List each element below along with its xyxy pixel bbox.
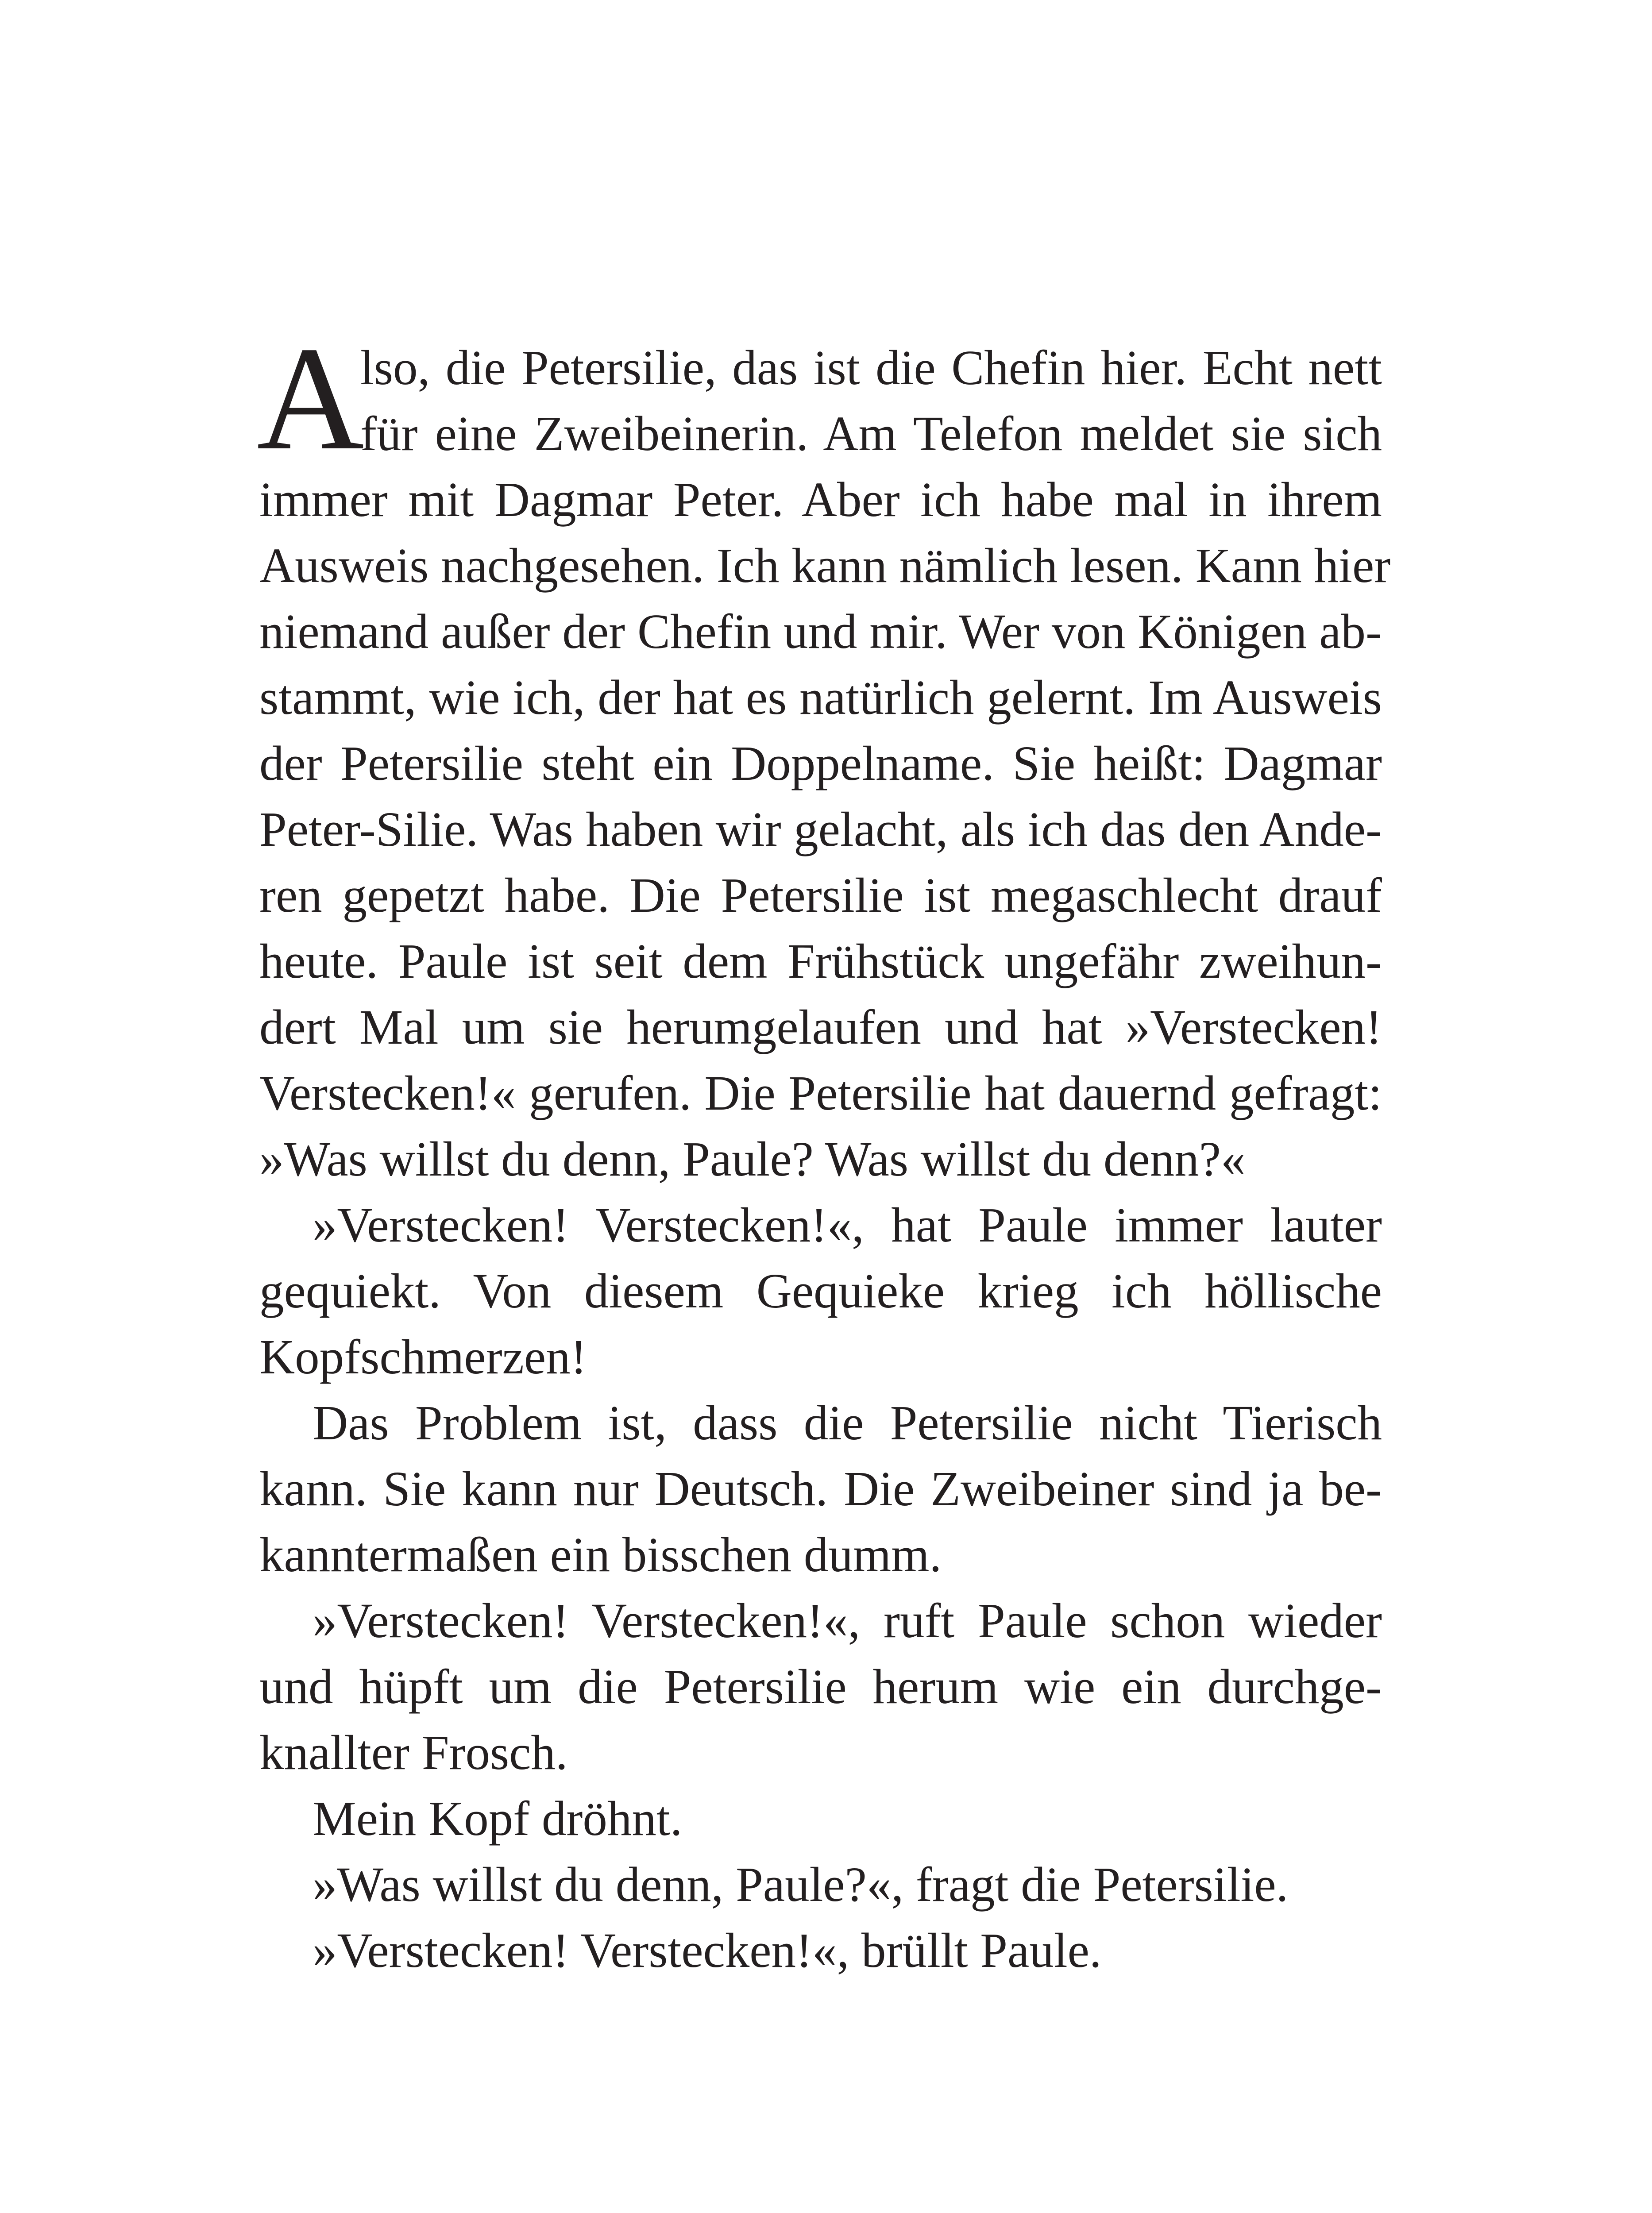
text-line: Ausweis nachgesehen. Ich kann nämlich lesen. Kann hier [259,539,1391,593]
text-line: »Was willst du denn, Paule? Was willst du denn?« [259,1132,1246,1187]
text-line: und hüpft um die Petersilie herum wie ein durchge- [259,1660,1382,1714]
text-line: Verstecken!« gerufen. Die Petersilie hat dauernd gefragt: [259,1066,1382,1121]
text-line: Kopfschmerzen! [259,1330,587,1384]
text-line: knallter Frosch. [259,1726,568,1780]
text-line: »Verstecken! Verstecken!«, ruft Paule schon wieder [313,1594,1382,1648]
text-line: gequiekt. Von diesem Gequieke krieg ich höllische [259,1264,1382,1319]
text-line: ren gepetzt habe. Die Petersilie ist megaschlecht drauf [259,868,1382,923]
text-line: Peter-Silie. Was haben wir gelacht, als ich das den Ande- [259,802,1382,857]
text-line: Mein Kopf dröhnt. [313,1792,683,1846]
text-line: Das Problem ist, dass die Petersilie nicht Tierisch [313,1396,1382,1450]
drop-cap-initial: A [257,316,364,481]
text-line: »Verstecken! Verstecken!«, hat Paule immer lauter [313,1198,1382,1253]
text-line: kann. Sie kann nur Deutsch. Die Zweibeiner sind ja be- [259,1462,1382,1516]
text-line: immer mit Dagmar Peter. Aber ich habe mal in ihrem [259,473,1382,527]
text-line: kanntermaßen ein bisschen dumm. [259,1528,942,1582]
text-line: »Verstecken! Verstecken!«, brüllt Paule. [313,1924,1102,1978]
body-text [257,316,1391,1984]
text-line: dert Mal um sie herumgelaufen und hat »Verstecken! [259,1000,1382,1055]
text-line: der Petersilie steht ein Doppelname. Sie heißt: Dagmar [259,736,1382,791]
text-line: »Was willst du denn, Paule?«, fragt die Petersilie. [313,1858,1289,1912]
text-line: stammt, wie ich, der hat es natürlich gelernt. Im Ausweis [259,671,1382,725]
text-line: heute. Paule ist seit dem Frühstück ungefähr zweihun- [259,934,1382,989]
text-line: lso, die Petersilie, das ist die Chefin hier. Echt nett [360,341,1382,395]
text-line: für eine Zweibeinerin. Am Telefon meldet sie sich [360,407,1382,461]
text-line: niemand außer der Chefin und mir. Wer von Königen ab- [259,605,1382,659]
